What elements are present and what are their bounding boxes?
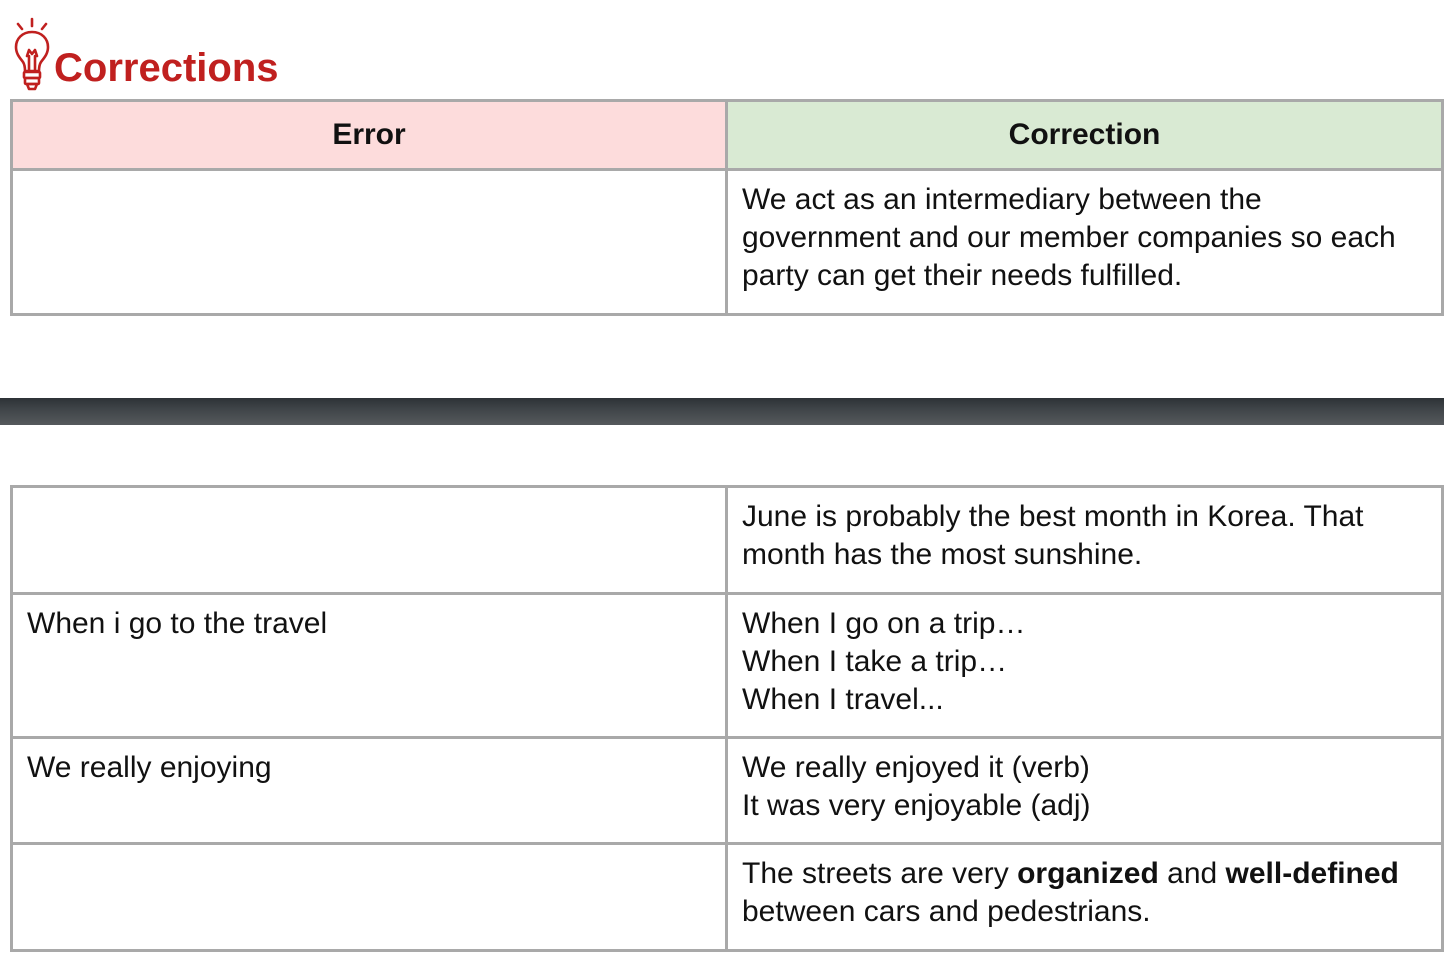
corrections-table-bottom (10, 485, 1444, 952)
error-cell (12, 844, 727, 951)
table-header-row (12, 101, 1443, 170)
error-column-header: Error (12, 101, 727, 170)
lightbulb-icon (10, 16, 54, 94)
correction-column-header: Correction (727, 101, 1443, 170)
correction-line: When I go on a trip… (742, 607, 1026, 640)
table-row (12, 844, 1443, 951)
correction-cell: We act as an intermediary between the government and our member companies so each party can get their needs fulfilled. (727, 170, 1443, 315)
correction-text: between cars and pedestrians. (742, 895, 1151, 928)
correction-text: The streets are very (742, 857, 1018, 890)
correction-cell (727, 738, 1443, 844)
page-title: Corrections (54, 46, 279, 90)
correction-line: It was very enjoyable (adj) (742, 789, 1091, 822)
correction-text: and (1158, 857, 1226, 890)
table-row (12, 738, 1443, 844)
table-row (12, 487, 1443, 594)
corrections-table-top (10, 99, 1444, 316)
correction-cell (727, 594, 1443, 738)
correction-cell (727, 844, 1443, 951)
correction-line: When I travel... (742, 683, 944, 716)
error-cell: When i go to the travel (12, 594, 727, 738)
error-cell: We really enjoying (12, 738, 727, 844)
bold-term: well-defined (1225, 857, 1399, 890)
error-cell (12, 170, 727, 315)
page-separator (0, 398, 1444, 425)
table-row (12, 594, 1443, 738)
correction-cell: June is probably the best month in Korea. That month has the most sunshine. (727, 487, 1443, 594)
error-cell (12, 487, 727, 594)
correction-line: When I take a trip… (742, 645, 1008, 678)
page-header (10, 8, 279, 94)
correction-line: We really enjoyed it (verb) (742, 751, 1090, 784)
bold-term: organized (1017, 857, 1159, 890)
table-row (12, 170, 1443, 315)
